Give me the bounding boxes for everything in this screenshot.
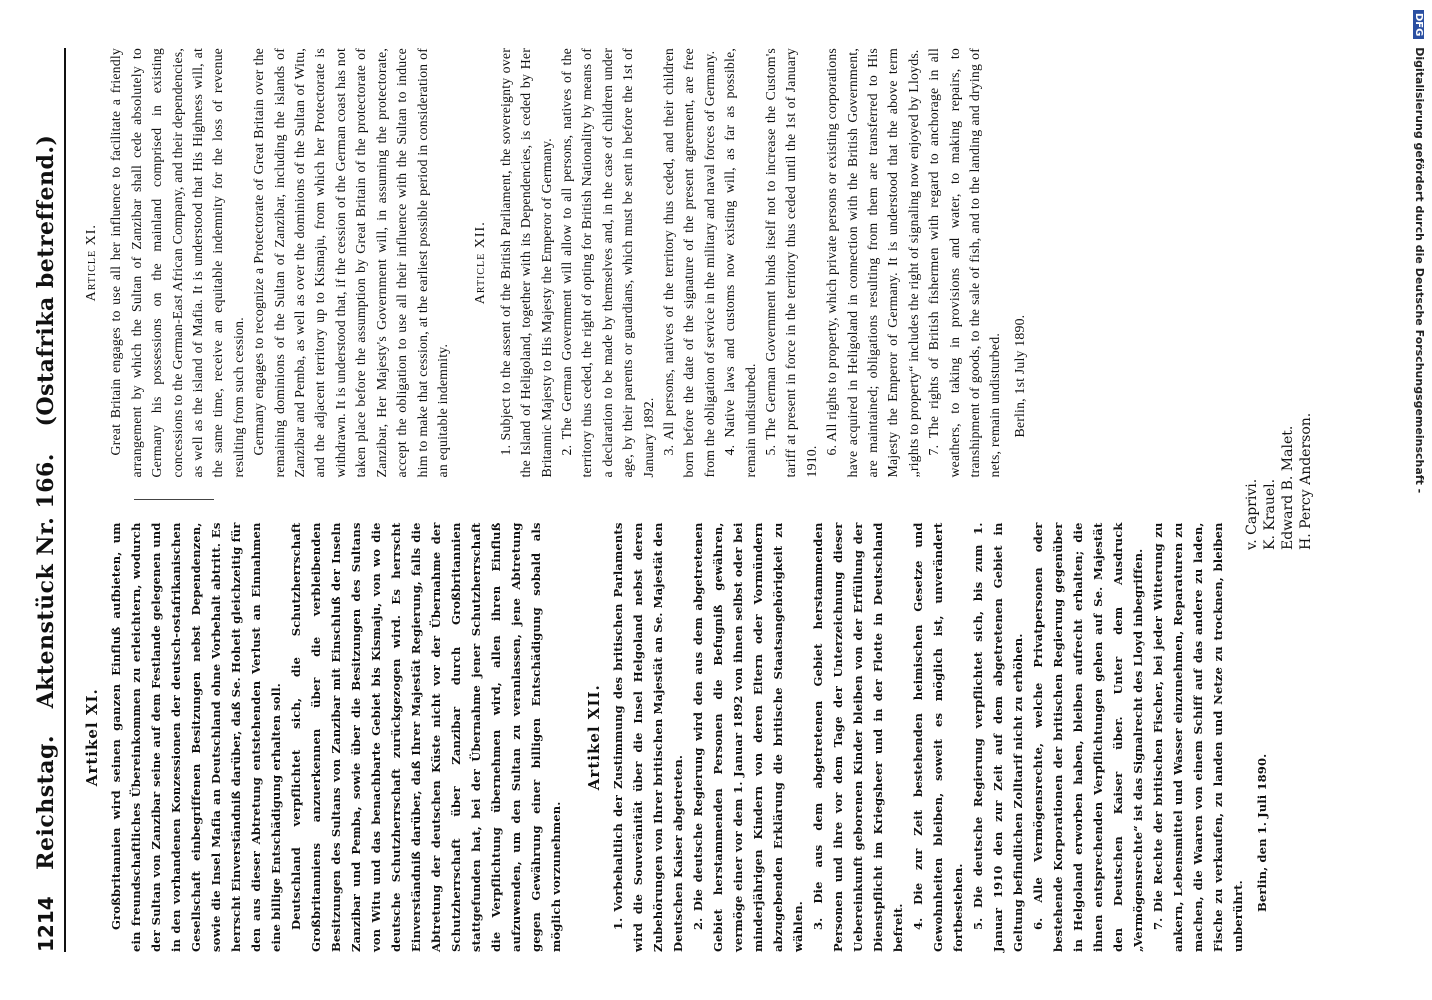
- header-subtitle: (Ostafrika betreffend.): [33, 134, 59, 427]
- english-article-12-item-4: 4. Native laws and customs now existing will, as far as possible, remain undisturbed.: [722, 48, 758, 478]
- german-article-11-title: Artikel XI.: [83, 688, 101, 787]
- digitization-credit: Digitalisierung gefördert durch die Deutsche Forschungsgemeinschaft -: [1413, 47, 1426, 494]
- dfg-logo: DFG: [1413, 10, 1424, 39]
- english-article-12-item-7: 7. The rights of British fishermen with regard to anchorage in all weathers, to taking in provisions and water, to making repairs, to transhipment of goods, to the sale of fish, and to the landing and drying of nets, remain undisturbed.: [926, 48, 1003, 478]
- document-body: [10, 20, 1405, 980]
- text-columns: [74, 48, 1377, 952]
- german-article-12-item-4: 4. Die zur Zeit bestehenden heimischen Gesetze und Gewohnheiten bleiben, soweit es möglich ist, unverändert fortbestehen.: [911, 522, 965, 952]
- digitization-text-wrap: [1413, 10, 1426, 493]
- spacer: [566, 523, 576, 953]
- header-title: Aktenstück Nr. 166.: [33, 453, 59, 709]
- german-article-12-item-7: 7. Die Rechte der britischen Fischer, bei jeder Witterung zu ankern, Lebensmittel und Wasser einzunehmen, Reparaturen zu machen, die Waaren von einem Schiff auf das andere zu laden, Fische zu verkaufen, zu landen und Netze zu trocknen, bleiben unberührt.: [1151, 522, 1245, 952]
- signature-block: [1243, 413, 1315, 550]
- header-left-word: Reichstag.: [33, 734, 59, 870]
- german-article-12-item-2: 2. Die deutsche Regierung wird den aus dem abgetretenen Gebiet herstammenden Personen die Befugniß gewähren, vermöge einer vor dem 1. Januar 1892 von ihnen selbst oder bei minderjährigen Kindern von deren Eltern oder Vormündern abzugebenden Erklärung die britische Staatsangehörigkeit zu wählen.: [691, 522, 805, 952]
- english-article-11-title: Article XI.: [84, 224, 99, 302]
- german-article-12-item-3: 3. Die aus dem abgetretenen Gebiet herstammenden Personen und ihre vor dem Tage der Unterzeichnung dieser Uebereinkunft geborenen Kinder bleiben von der Erfüllung der Dienstpflicht im Kriegsheer und in der Flotte in Deutschland befreit.: [811, 522, 905, 952]
- english-article-12-item-6: 6. All rights to property, which private persons or existing corporations have acquired in Heligoland in connection with the British Government, are maintained; obligations resulting from them are transferred to His Majesty the Emperor of Germany. It is understood that the above term „rights to property“ includes the right of signaling now enjoyed by Lloyds.: [824, 48, 921, 478]
- english-article-11-paragraph-2: Germany engages to recognize a Protectorate of Great Britain over the remaining dominions of the Sultan of Zanzibar, including the islands of Zanzibar and Pemba, as well as over the dominions of the Sultan of Witu, and the adjacent territory up to Kismaju, from which her Protectorate is withdrawn. It is understood that, if the cession of the German coast has not taken place before the assumption by Great Britain of the protectorate of Zanzibar, Her Majesty's Government will, in assuming the protectorate, accept the obligation to use all their influence with the Sultan to induce him to make that cession, at the earliest possible period in consideration of an equitable indemnity.: [251, 48, 450, 478]
- english-article-12-item-5: 5. The German Government binds itself not to increase the Custom's tariff at present in force in the territory thus ceded until the 1st of January 1910.: [763, 48, 819, 478]
- english-article-12-title: Article XII.: [473, 221, 489, 305]
- column-divider: [134, 500, 214, 501]
- german-article-11-paragraph-2: Deutschland verpflichtet sich, die Schutzherrschaft Großbritanniens anzuerkennen über die verbleibenden Besitzungen des Sultans von Zanzibar mit Einschluß der Inseln Zanzibar und Pemba, sowie über die Besitzungen des Sultans von Witu und das benachbarte Gebiet bis Kismaju, von wo die deutsche Schutzherrschaft zurückgezogen wird. Es herrscht Einverständniß darüber, daß Ihrer Majestät Regierung, falls die Abtretung der deutschen Küste nicht vor der Übernahme der Schutzherrschaft über Zanzibar durch Großbritannien stattgefunden hat, bei der Übernahme jener Schutzherrschaft die Verpflichtung übernehmen wird, allen ihren Einfluß aufzuwenden, um den Sultan zu veranlassen, jene Abtretung gegen Gewährung einer billigen Entschädigung sobald als möglich vorzunehmen.: [289, 522, 563, 952]
- page-number: 1214: [34, 896, 58, 952]
- english-article-12-item-2: 2. The German Government will allow to all persons, natives of the territory thus ceded, the right of opting for British Nationality by means of a declaration to be made by themselves and, in the case of children under age, by their parents or guardians, which must be sent in before the 1st of January 1892.: [558, 48, 656, 478]
- english-article-11-paragraph-1: Great Britain engages to use all her influence to facilitate a friendly arrangement by which the Sultan of Zanzibar shall cede absolutely to Germany his possessions on the mainland comprised in existing concessions to the German-East African Company, and their dependencies, as well as the island of Mafia. It is understood that His Highness will, at the same time, receive an equitable indemnity for the loss of revenue resulting from such cession.: [108, 48, 246, 478]
- german-article-12-item-5: 5. Die deutsche Regierung verpflichtet sich, bis zum 1. Januar 1910 den zur Zeit auf dem abgetretenen Gebiet in Geltung befindlichen Zolltarif nicht zu erhöhen.: [971, 522, 1025, 952]
- english-column: [74, 48, 1377, 478]
- german-article-12-title: Artikel XII.: [585, 684, 603, 791]
- german-article-12-item-6: 6. Alle Vermögensrechte, welche Privatpersonen oder bestehende Korporationen der britischen Regierung gegenüber in Helgoland erworben haben, bleiben aufrecht erhalten; die ihnen entsprechenden Verpflichtungen gehen auf Se. Majestät den Deutschen Kaiser über. Unter dem Ausdruck „Vermögensrechte“ ist das Signalrecht des Lloyd inbegriffen.: [1031, 522, 1145, 952]
- page-header: [32, 48, 66, 952]
- german-date-line: Berlin, den 1. Juli 1890.: [1255, 753, 1269, 912]
- signature-malet: Edward B. Malet.: [1280, 425, 1296, 550]
- german-article-11-paragraph-1: Großbritannien wird seinen ganzen Einfluß aufbieten, um ein freundschaftliches Übereinkommen zu erleichtern, wodurch der Sultan von Zanzibar seine auf dem Festlande gelegenen und in den vorhandenen Konzessionen der deutsch-ostafrikanischen Gesellschaft einbegriffenen Besitzungen nebst Dependenzen, sowie die Insel Mafia an Deutschland ohne Vorbehalt abtritt. Es herrscht Einverständniß darüber, daß Se. Hoheit gleichzeitig für den aus dieser Abtretung entstehenden Verlust an Einnahmen eine billige Entschädigung erhalten soll.: [109, 522, 283, 952]
- signature-caprivi: v. Caprivi.: [1244, 478, 1260, 550]
- german-article-12-item-1: 1. Vorbehaltlich der Zustimmung des britischen Parlaments wird die Souveränität über die Insel Helgoland nebst deren Zubehörungen von Ihrer britischen Majestät an Se. Majestät den Deutschen Kaiser abgetreten.: [611, 522, 685, 952]
- spacer: [453, 48, 463, 478]
- signature-anderson: H. Percy Anderson.: [1298, 412, 1314, 550]
- english-article-12-item-3: 3. All persons, natives of the territory thus ceded, and their children born before the date of the signature of the present agreement, are free from the obligation of service in the military and naval forces of Germany.: [660, 48, 717, 478]
- signature-krauel: K. Krauel.: [1262, 478, 1278, 550]
- english-article-12-item-1: 1. Subject to the assent of the British Parliament, the sovereignty over the Island of Heligoland, together with its Dependencies, is ceded by Her Britannic Majesty to His Majesty the Emperor of Germany.: [497, 48, 554, 478]
- digitization-banner: [1408, 6, 1430, 986]
- german-column: [74, 523, 1377, 953]
- english-date-line: Berlin, 1st July 1890.: [1011, 314, 1027, 438]
